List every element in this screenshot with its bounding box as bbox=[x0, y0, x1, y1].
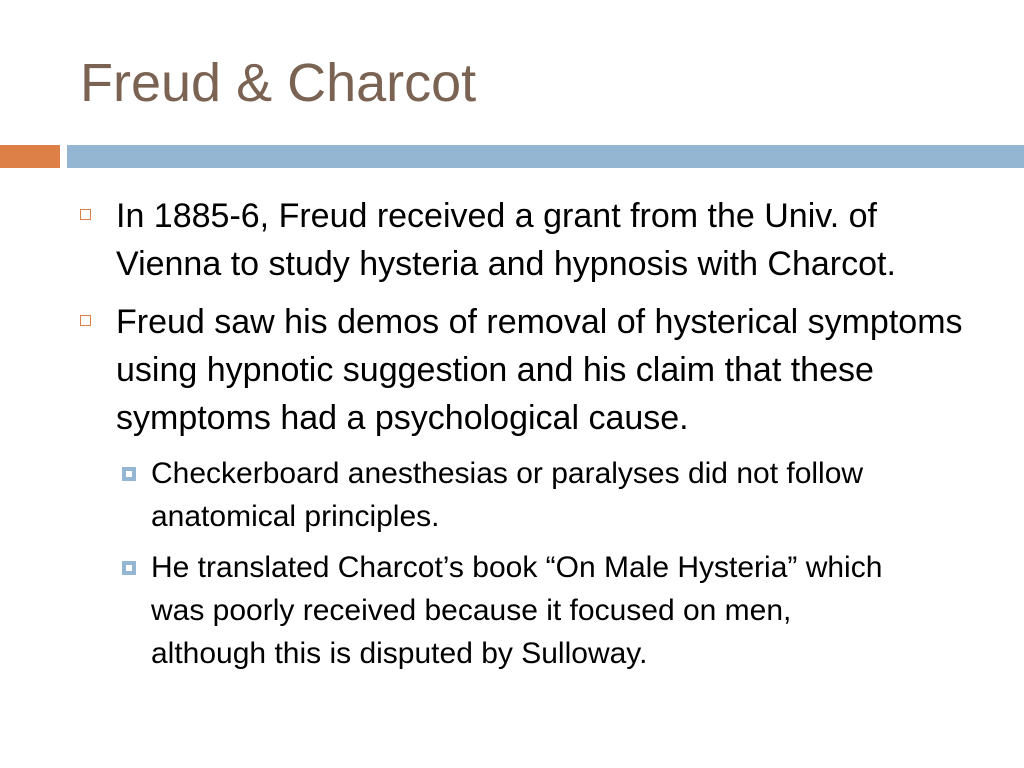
filled-square-bullet-icon bbox=[122, 561, 136, 575]
hollow-square-bullet-icon bbox=[80, 209, 91, 220]
bullet-text: In 1885-6, Freud received a grant from the Univ. of Vienna to study hysteria and hypnosis with Charcot. bbox=[116, 197, 896, 283]
bullet-item bbox=[80, 298, 968, 442]
accent-bar-blue bbox=[67, 145, 1024, 168]
sub-bullet-text: Checkerboard anesthesias or paralyses did not follow anatomical principles. bbox=[151, 457, 864, 533]
sub-bullet-item bbox=[80, 452, 911, 538]
hollow-square-bullet-icon bbox=[80, 315, 91, 326]
sub-bullet-item bbox=[80, 546, 911, 675]
filled-square-bullet-icon bbox=[122, 467, 136, 481]
sub-bullet-text: He translated Charcot’s book “On Male Hysteria” which was poorly received because it focused on men, although this is disputed by Sulloway. bbox=[151, 551, 883, 670]
accent-bar-orange bbox=[0, 145, 60, 168]
bullet-item bbox=[80, 192, 968, 288]
slide-body bbox=[80, 192, 980, 683]
slide-title: Freud & Charcot bbox=[80, 53, 477, 113]
bullet-text: Freud saw his demos of removal of hysterical symptoms using hypnotic suggestion and his claim that these symptoms had a psychological cause. bbox=[116, 303, 963, 437]
